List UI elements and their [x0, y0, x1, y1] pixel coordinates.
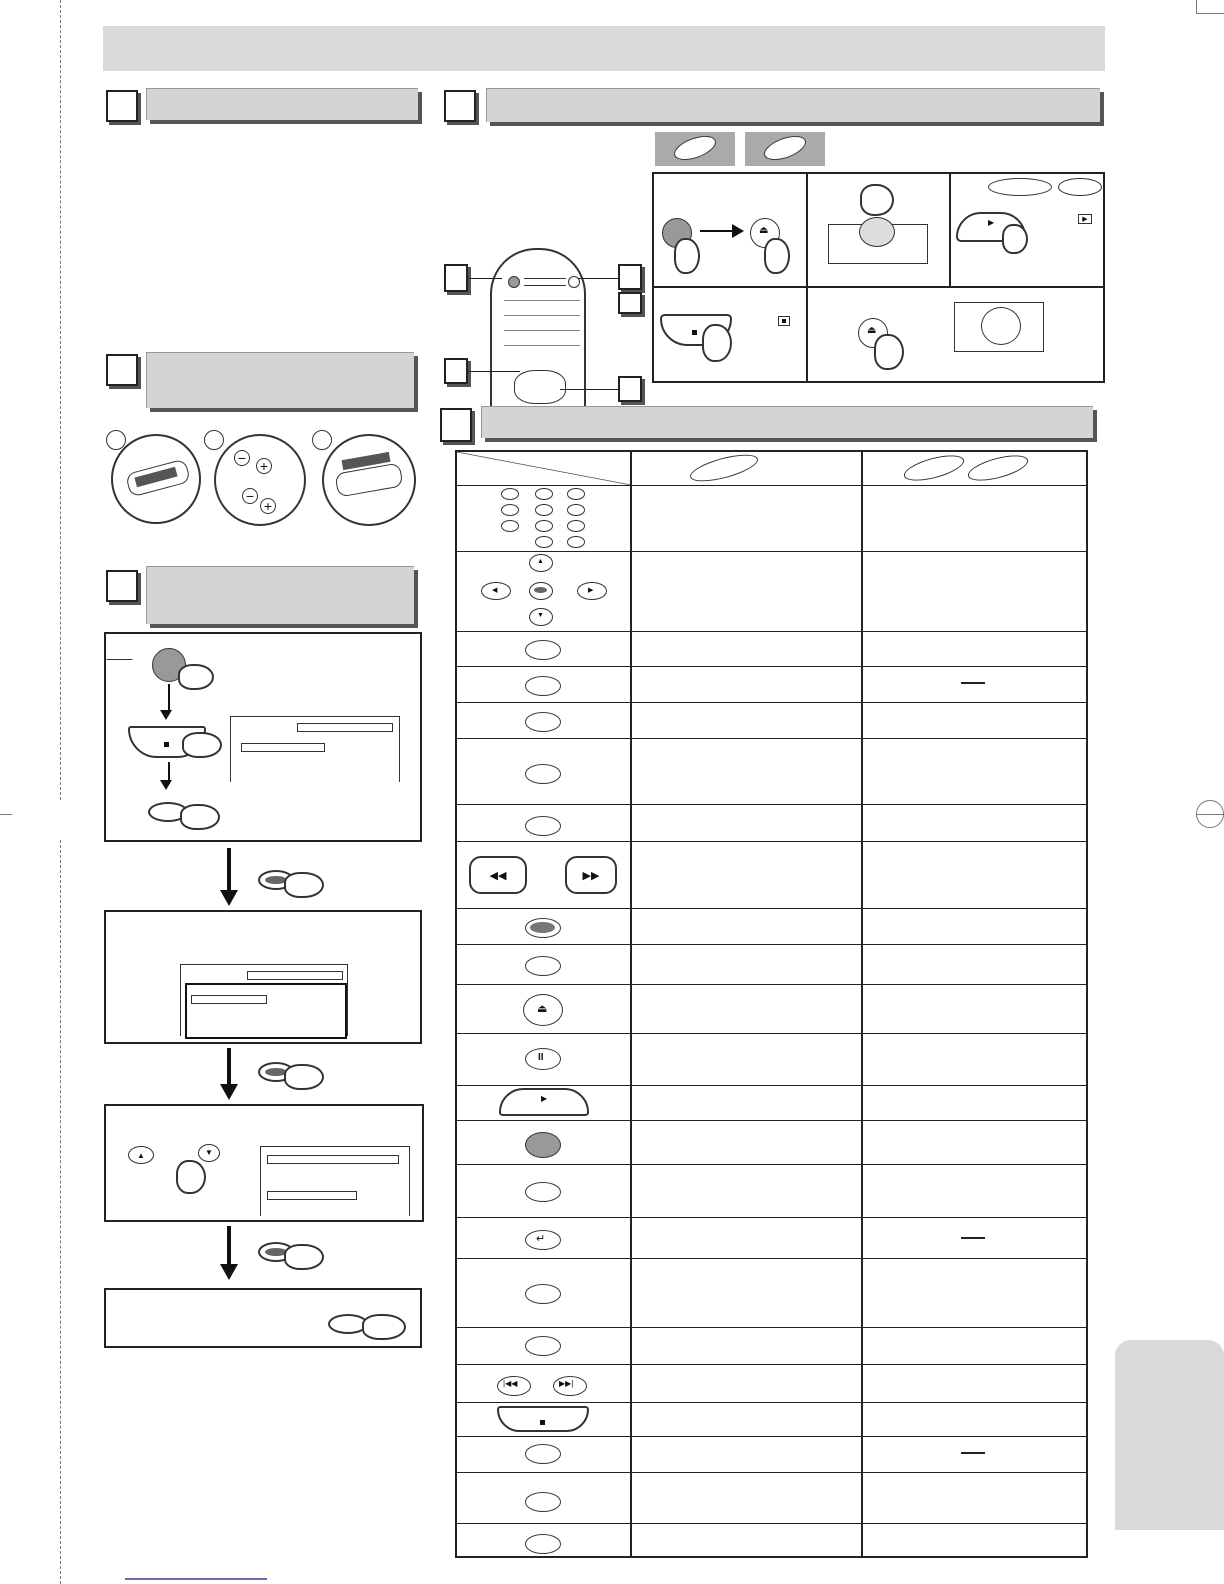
callout-line	[468, 278, 502, 279]
callout-box	[618, 376, 642, 402]
setup-step-1-panel	[104, 632, 422, 842]
function-button-icon	[525, 1492, 561, 1512]
arrow-down-icon	[160, 710, 172, 720]
section-number-box	[106, 570, 138, 602]
left-arrow-button-icon: ◀	[481, 582, 511, 600]
eject-icon: ⏏	[858, 318, 888, 348]
fast-forward-icon: ▶▶	[565, 856, 617, 894]
number-key-icon	[501, 488, 519, 500]
disc-tray-icon	[828, 224, 928, 264]
disc-icon	[859, 217, 895, 247]
section-heading-setup	[146, 566, 414, 624]
setup-step-4-panel	[104, 1288, 422, 1348]
not-applicable-dash	[961, 1237, 985, 1239]
disc-tray-icon	[954, 302, 1044, 352]
number-key-icon	[567, 488, 585, 500]
minus-icon: −	[234, 450, 250, 466]
function-button-icon	[525, 640, 561, 660]
flow-arrow	[227, 1226, 231, 1268]
number-key-icon	[535, 504, 553, 516]
skip-back-icon: |◀◀	[497, 1376, 531, 1396]
disc-icon	[761, 131, 809, 165]
hand-icon	[284, 872, 324, 898]
arrow-down-icon	[220, 1084, 238, 1100]
callout-line	[560, 389, 618, 390]
tv-screen-menu	[260, 1146, 410, 1216]
skip-forward-icon: ▶▶|	[553, 1376, 587, 1396]
chapter-tab	[1115, 1340, 1224, 1530]
hand-icon	[702, 324, 732, 362]
playback-steps-grid	[652, 172, 1105, 383]
right-arrow-button-icon: ▶	[577, 582, 607, 600]
disc-type-badge	[655, 132, 735, 166]
number-key-icon	[567, 536, 585, 548]
callout-line	[468, 371, 520, 372]
speech-bubble	[988, 178, 1052, 196]
disc-icon	[981, 307, 1021, 345]
arrow-down-icon	[220, 1264, 238, 1280]
up-arrow-button-icon: ▲	[529, 554, 553, 572]
function-button-icon	[525, 764, 561, 784]
number-key-icon	[535, 488, 553, 500]
hand-icon	[674, 238, 700, 274]
number-key-icon	[501, 504, 519, 516]
disc-icon	[688, 449, 761, 486]
arrow-right-icon	[700, 230, 734, 232]
registration-mark	[1196, 800, 1224, 828]
hand-icon	[178, 664, 214, 690]
play-icon: ▶	[499, 1088, 589, 1116]
footer-rule	[125, 1578, 267, 1580]
step-circle	[204, 430, 224, 450]
flow-arrow	[227, 848, 231, 894]
function-button-icon	[525, 1284, 561, 1304]
section-number-box	[106, 90, 138, 122]
number-key-icon	[567, 520, 585, 532]
function-button-icon	[525, 1182, 561, 1202]
arrow-down-icon	[220, 890, 238, 906]
return-icon: ↵	[525, 1230, 561, 1250]
minus-icon: −	[242, 488, 258, 504]
setup-step-3-panel	[104, 1104, 424, 1222]
section-heading-playback	[486, 88, 1100, 122]
up-arrow-button-icon: ▲	[128, 1146, 154, 1164]
disc-icon	[901, 450, 966, 485]
callout-box	[618, 292, 642, 314]
header-diagonal	[457, 452, 631, 485]
function-button-icon	[525, 1444, 561, 1464]
not-applicable-dash	[961, 682, 985, 684]
pause-icon: II	[525, 1048, 561, 1070]
play-indicator-icon: ▶	[1078, 214, 1092, 224]
function-button-icon	[525, 956, 561, 976]
function-table	[455, 450, 1088, 1558]
hand-icon	[764, 238, 790, 274]
number-key-icon	[501, 520, 519, 532]
section-number-box	[440, 408, 472, 442]
arrow-down-icon	[160, 780, 172, 790]
enter-button-icon	[529, 582, 553, 600]
crop-mark	[1196, 0, 1224, 14]
hand-icon	[176, 1160, 206, 1194]
hand-icon	[1002, 224, 1028, 254]
not-applicable-dash	[961, 1452, 985, 1454]
crop-mark	[0, 814, 12, 815]
plus-icon: +	[260, 498, 276, 514]
disc-type-badge	[745, 132, 825, 166]
stop-icon	[497, 1406, 589, 1432]
number-key-icon	[567, 504, 585, 516]
tv-screen-menu	[230, 716, 400, 782]
step-corner	[106, 634, 158, 660]
rewind-icon: ◀◀	[469, 856, 527, 894]
tv-screen-menu	[180, 964, 348, 1036]
eject-icon: ⏏	[523, 994, 563, 1026]
down-arrow-button-icon: ▼	[529, 608, 553, 626]
hand-icon	[284, 1244, 324, 1270]
power-button-icon	[525, 1132, 561, 1158]
battery-step-3-icon	[322, 434, 416, 526]
battery-step-1-icon	[111, 434, 201, 524]
hand-icon	[362, 1314, 406, 1340]
hand-icon	[860, 184, 894, 216]
stop-indicator-icon	[778, 316, 790, 326]
function-button-icon	[525, 1336, 561, 1356]
setup-step-2-panel	[104, 910, 422, 1044]
hand-icon	[874, 334, 904, 370]
function-button-icon	[525, 676, 561, 696]
disc-icon	[671, 131, 719, 165]
section-heading-install	[146, 352, 414, 408]
section-heading-functions	[481, 406, 1093, 438]
number-key-icon	[535, 536, 553, 548]
function-button-icon	[525, 816, 561, 836]
page-banner	[103, 26, 1105, 71]
number-key-icon	[535, 520, 553, 532]
callout-box	[618, 264, 642, 290]
speech-bubble	[1058, 178, 1102, 196]
margin-guide	[60, 840, 61, 1584]
section-number-box	[444, 90, 476, 122]
section-heading-batteries	[146, 88, 418, 120]
remote-icon	[490, 248, 586, 408]
hand-icon	[182, 732, 222, 758]
battery-step-2-icon	[214, 434, 306, 526]
play-icon: ▶	[956, 212, 1026, 242]
enter-button-icon	[525, 918, 561, 938]
down-arrow-button-icon: ▼	[198, 1144, 220, 1162]
callout-box	[444, 358, 468, 384]
step-circle	[106, 430, 126, 450]
flow-arrow	[227, 1048, 231, 1088]
battery-illustrations	[106, 430, 420, 530]
callout-box	[444, 264, 468, 292]
callout-line	[578, 278, 618, 279]
plus-icon: +	[256, 458, 272, 474]
margin-guide	[60, 0, 61, 800]
eject-icon: ⏏	[750, 218, 780, 248]
hand-icon	[284, 1064, 324, 1090]
step-circle	[312, 430, 332, 450]
function-button-icon	[525, 712, 561, 732]
arrow-line	[168, 684, 170, 712]
hand-icon	[180, 804, 220, 830]
disc-icon	[965, 450, 1030, 485]
function-button-icon	[525, 1534, 561, 1554]
section-number-box	[106, 354, 138, 386]
